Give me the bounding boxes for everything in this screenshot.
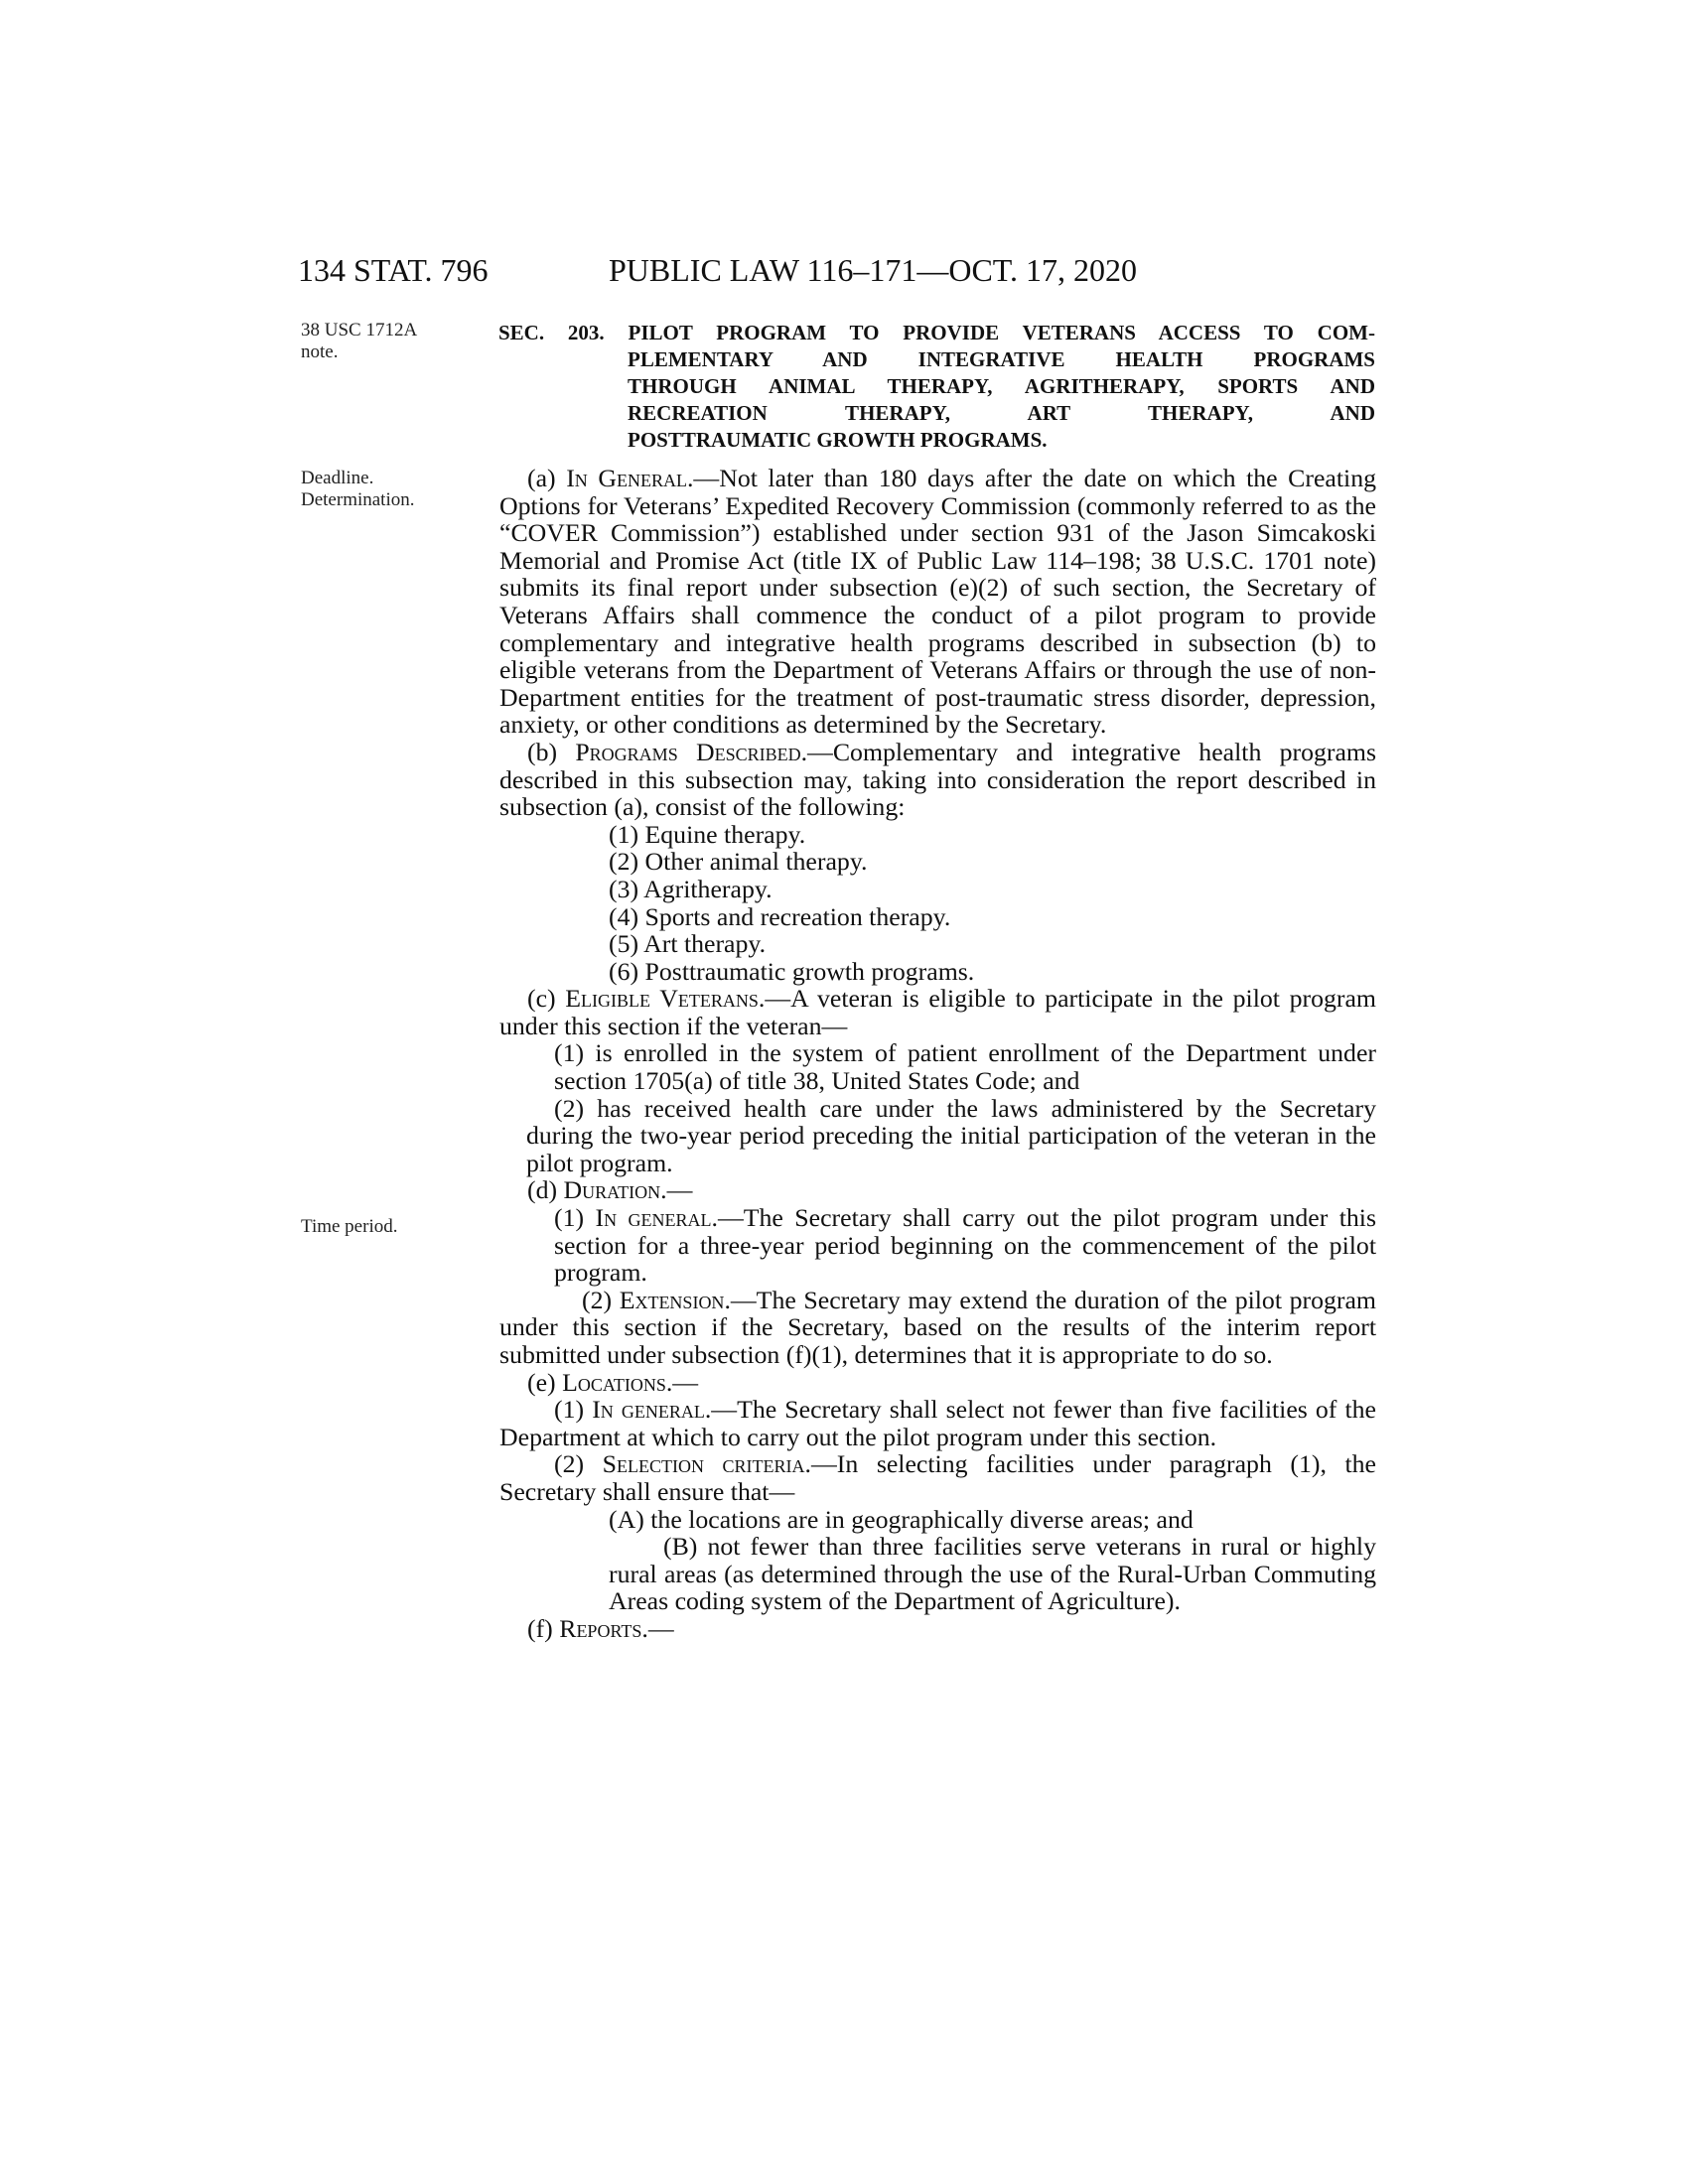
- section-heading-line: POSTTRAUMATIC GROWTH PROGRAMS.: [628, 428, 1048, 452]
- subsection-e: (e) Locations.—: [527, 1367, 699, 1397]
- margin-note-usc: 38 USC 1712A note.: [301, 320, 418, 362]
- section-heading-line: THROUGH ANIMAL THERAPY, AGRITHERAPY, SPORTS AND: [628, 374, 1375, 398]
- program-item: (3) Agritherapy.: [609, 874, 773, 903]
- subsection-f: (f) Reports.—: [527, 1613, 674, 1643]
- program-item: (5) Art therapy.: [609, 929, 767, 959]
- section-heading-line: PLEMENTARY AND INTEGRATIVE HEALTH PROGRAMS: [628, 347, 1375, 371]
- section-heading-line: SEC. 203. PILOT PROGRAM TO PROVIDE VETERANS ACCESS TO COM-: [498, 321, 1375, 344]
- subsection-c: (c) Eligible Veterans.—A veteran is eligible to participate in the pilot program under this section if the veteran—: [499, 984, 1376, 1040]
- locations-selection-criteria: (2) Selection criteria.—In selecting facilities under paragraph (1), the Secretary shall ensure that—: [499, 1449, 1377, 1506]
- stat-page-number: 134 STAT. 796: [298, 252, 489, 288]
- duration-extension: (2) Extension.—The Secretary may extend the duration of the pilot program under this section if the Secretary, based on the results of the interim report submitted under subsection (f)(1), determines that it is appropriate to do so.: [499, 1285, 1376, 1369]
- program-item: (2) Other animal therapy.: [609, 847, 868, 877]
- criteria-item-b: (B) not fewer than three facilities serve veterans in rural or highly rural areas (as determined through the use of the Rural-Urban Commuting Areas coding system of the Department of Agriculture).: [609, 1532, 1376, 1616]
- locations-general: (1) In general.—The Secretary shall select not fewer than five facilities of the Department at which to carry out the pilot program under this section.: [499, 1395, 1377, 1451]
- subsection-b: (b) Programs Described.—Complementary and integrative health programs described in this subsection may, taking into consideration the report described in subsection (a), consist of the following:: [499, 737, 1377, 822]
- section-heading-line: RECREATION THERAPY, ART THERAPY, AND: [628, 401, 1375, 425]
- eligibility-item: (2) has received health care under the laws administered by the Secretary during the two-year period preceding the initial participation of the veteran in the pilot program.: [526, 1093, 1376, 1177]
- public-law-title: PUBLIC LAW 116–171—OCT. 17, 2020: [609, 252, 1137, 288]
- section-heading: [498, 320, 1375, 454]
- program-item: (4) Sports and recreation therapy.: [609, 901, 951, 931]
- page-header: [298, 250, 1390, 290]
- subsection-d: (d) Duration.—: [527, 1175, 693, 1205]
- program-item: (1) Equine therapy.: [609, 819, 806, 849]
- margin-note-time-period: Time period.: [301, 1216, 398, 1237]
- criteria-item-a: (A) the locations are in geographically diverse areas; and: [609, 1504, 1194, 1534]
- duration-general: (1) In general.—The Secretary shall carry out the pilot program under this section for a three-year period beginning on the commencement of the pilot program.: [554, 1203, 1377, 1288]
- section-body: [499, 465, 1376, 1643]
- program-item: (6) Posttraumatic growth programs.: [609, 956, 975, 986]
- margin-note-deadline: Deadline. Determination.: [301, 468, 415, 510]
- eligibility-item: (1) is enrolled in the system of patient enrollment of the Department under section 1705(a) of title 38, United States Code; and: [554, 1038, 1376, 1096]
- subsection-a: (a) In General.—Not later than 180 days after the date on which the Creating Options for Veterans’ Expedited Recovery Commission (commonly referred to as the “COVER Commission”) established under section 931 of the Jason Simcakoski Memorial and Promise Act (title IX of Public Law 114–198; 38 U.S.C. 1701 note) submits its final report under subsection (e)(2) of such section, the Secretary of Veterans Affairs shall commence the conduct of a pilot program to provide complementary and integrative health programs described in subsection (b) to eligible veterans from the Department of Veterans Affairs or through the use of non-Department entities for the treatment of post-traumatic stress disorder, depression, anxiety, or other conditions as determined by the Secretary.: [499, 464, 1376, 740]
